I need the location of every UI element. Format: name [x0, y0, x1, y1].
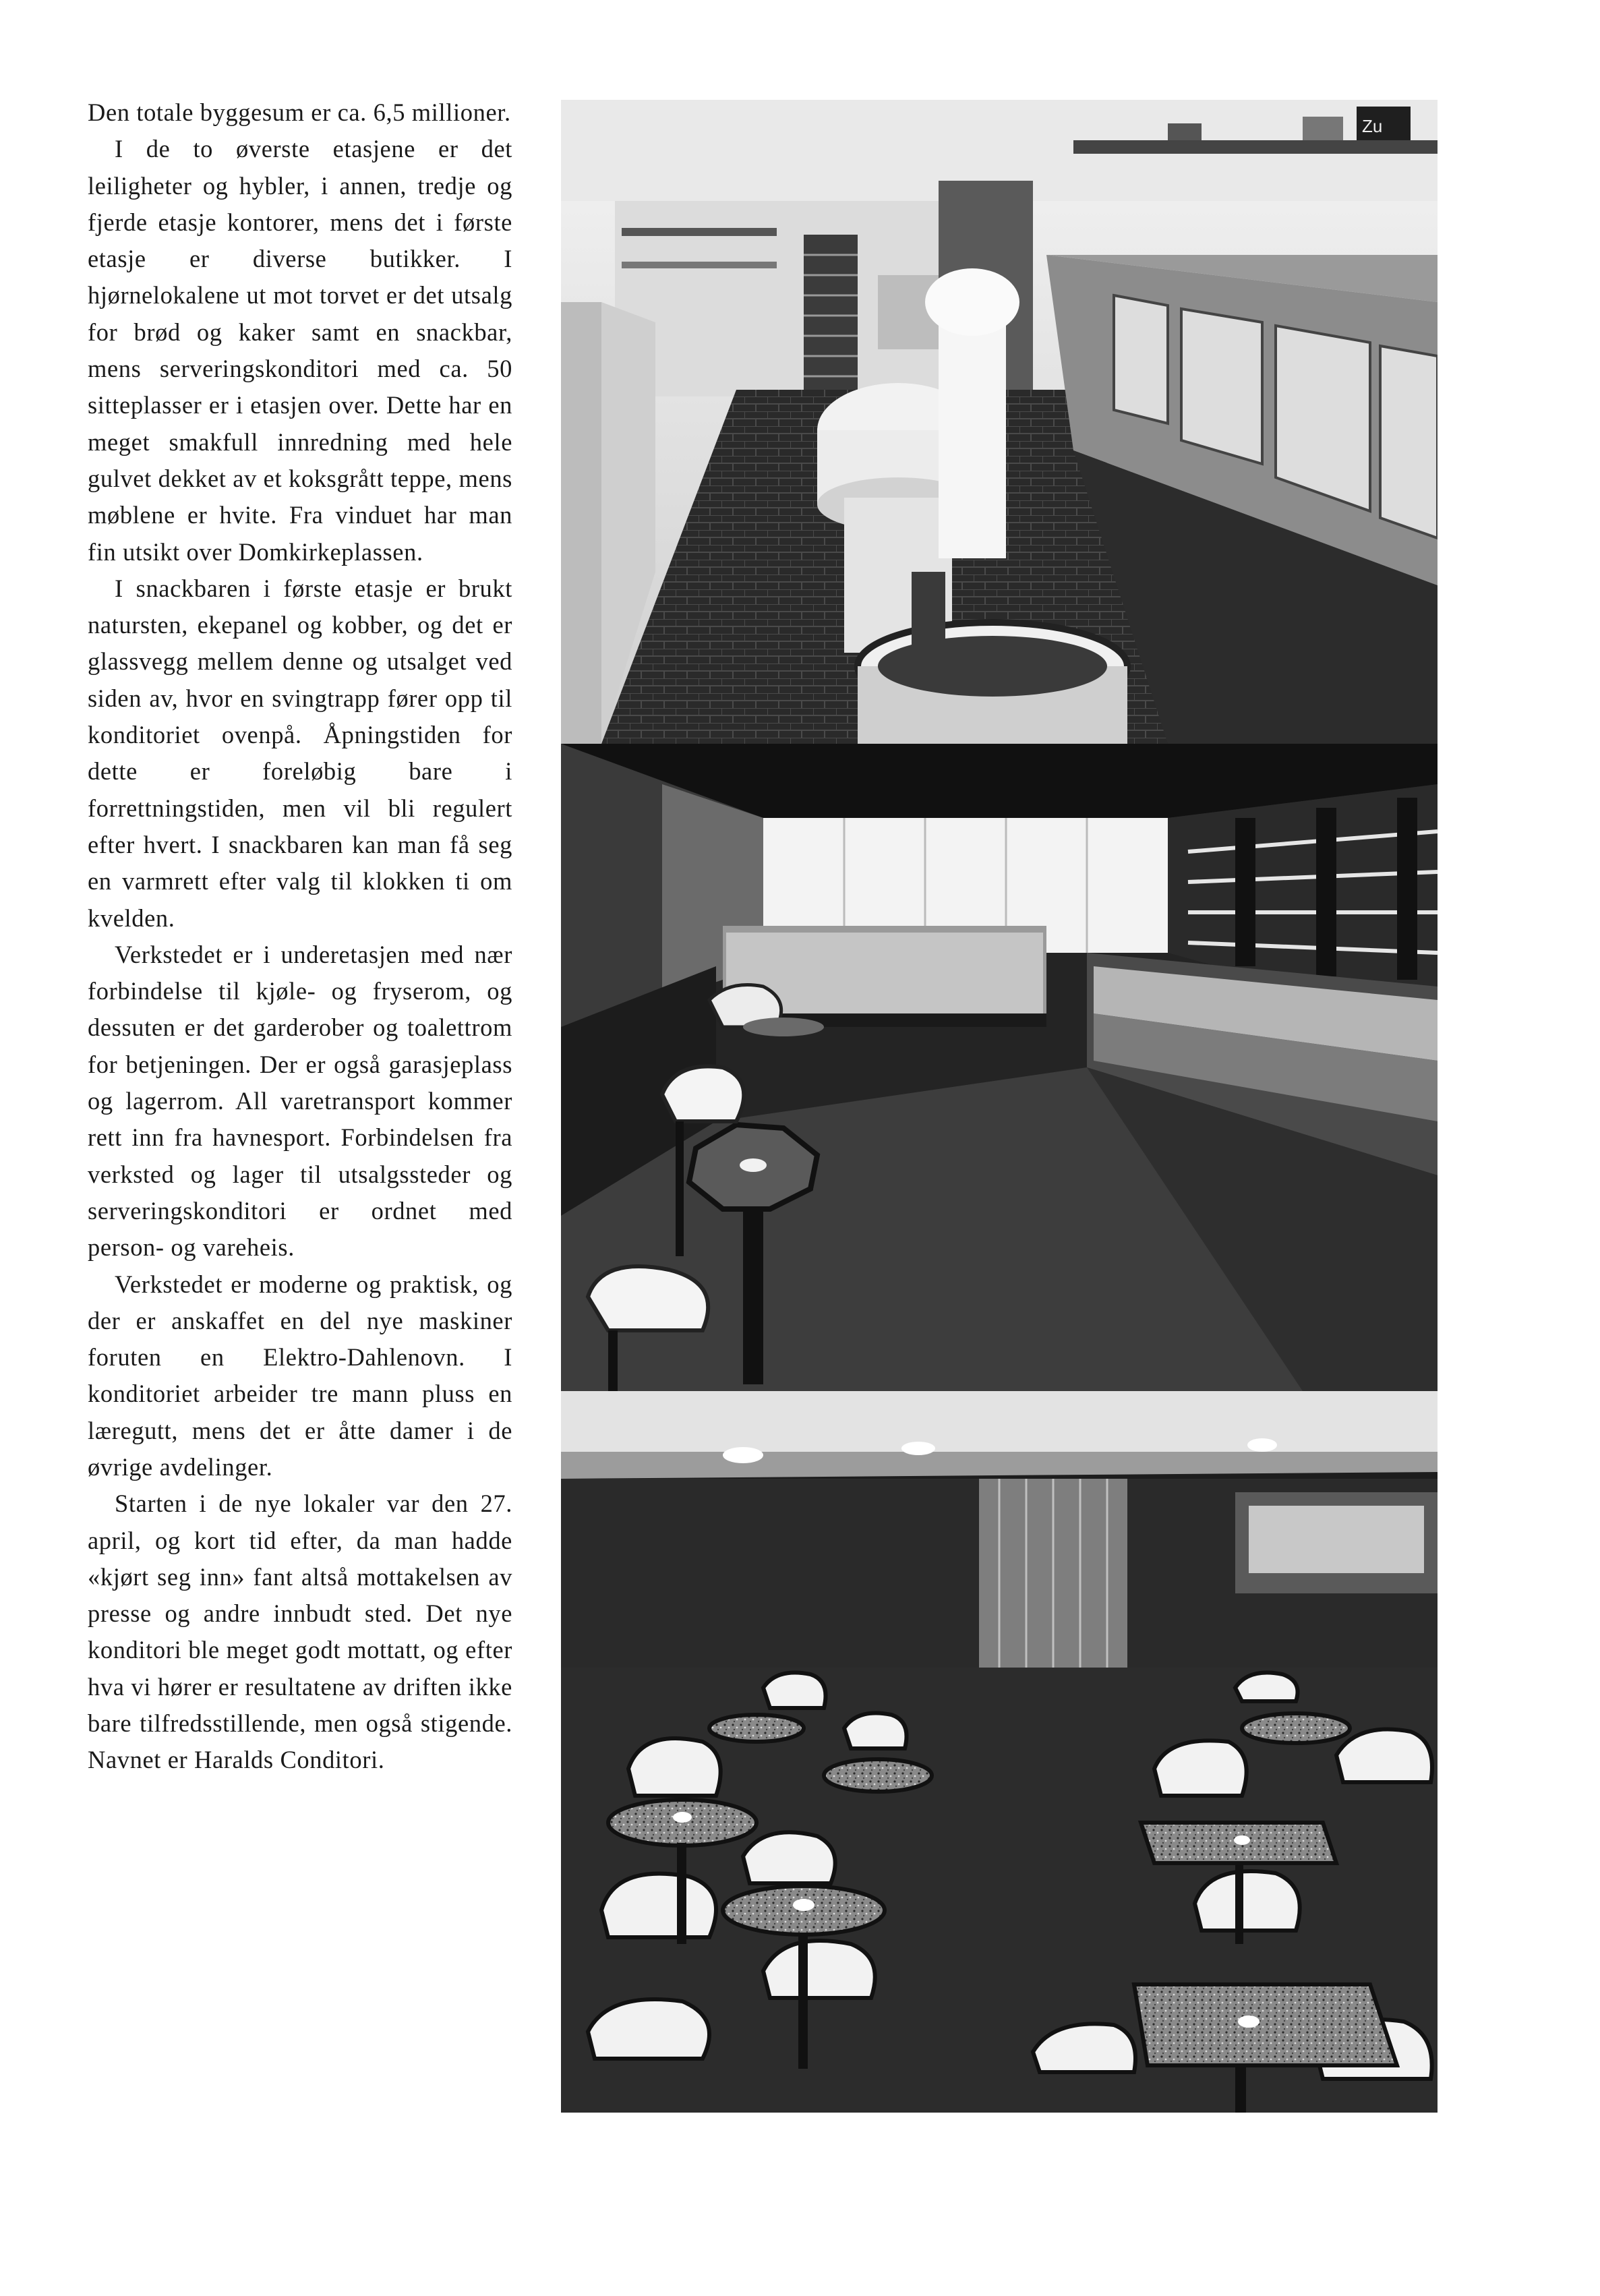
paragraph-1: Den totale byggesum er ca. 6,5 millioner. [88, 98, 511, 126]
paragraph-6: Starten i de nye lokaler var den 27. april, og kort tid efter, da man hadde «kjørt seg inn» fant altså mottakelsen av presse og andre innbudt sted. Det nye konditori ble meget godt mottatt, og efter hva vi hører er resultatene av driften ikke bare tilfredsstillende, men også stigende. Navnet er Haralds Conditori. [88, 1490, 512, 1774]
snackbar-image [561, 744, 1438, 1391]
paragraph-2: I de to øverste etasjene er det leiligheter og hybler, i annen, tredje og fjerde etasje kontorer, mens det i første etasje er diverse butikker. I hjørnelokalene ut mot torvet er det utsalg for brød og kaker samt en snackbar, mens serveringskonditori med ca. 50 sitteplasser er i etasjen over. Dette har en meget smakfull innredning med hele gulvet dekket av et koksgrått teppe, mens møblene er hvite. Fra vinduet har man fin utsikt over Domkirkeplassen. [88, 135, 512, 566]
paragraph-3: I snackbaren i første etasje er brukt natursten, ekepanel og kobber, og det er glassvegg mellem denne og utsalget ved siden av, hvor en svingtrapp fører opp til konditoriet ovenpå. Åpningstiden for dette er foreløbig bare i forrettningstiden, men vil bli regulert efter hvert. I snackbaren kan man få seg en varmrett efter valg til klokken ti om kvelden. [88, 574, 512, 932]
cafe-seating-photo [561, 1391, 1438, 2113]
paragraph-5: Verkstedet er moderne og praktisk, og der er anskaffet en del nye maskiner foruten en Elektro-Dahlenovn. I konditoriet arbeider tre mann pluss en læregutt, mens det er åtte damer i de øvrige avdelinger. [88, 1270, 512, 1481]
cafe-seating-image [561, 1391, 1438, 2113]
bakery-workshop-image [561, 100, 1438, 744]
bakery-workshop-photo [561, 100, 1438, 744]
paragraph-4: Verkstedet er i underetasjen med nær forbindelse til kjøle- og fryserom, og dessuten er det garderober og toalettrom for betjeningen. Der er også garasjeplass og lagerrom. All varetransport kommer rett inn fra havnesport. Forbindelsen fra verksted og lager til utsalgssteder og serveringskonditori er ordnet med person- og vareheis. [88, 940, 512, 1262]
article-column [88, 94, 512, 2144]
snackbar-photo [561, 744, 1438, 1391]
bakery-sign-text: Zu [1362, 116, 1383, 136]
